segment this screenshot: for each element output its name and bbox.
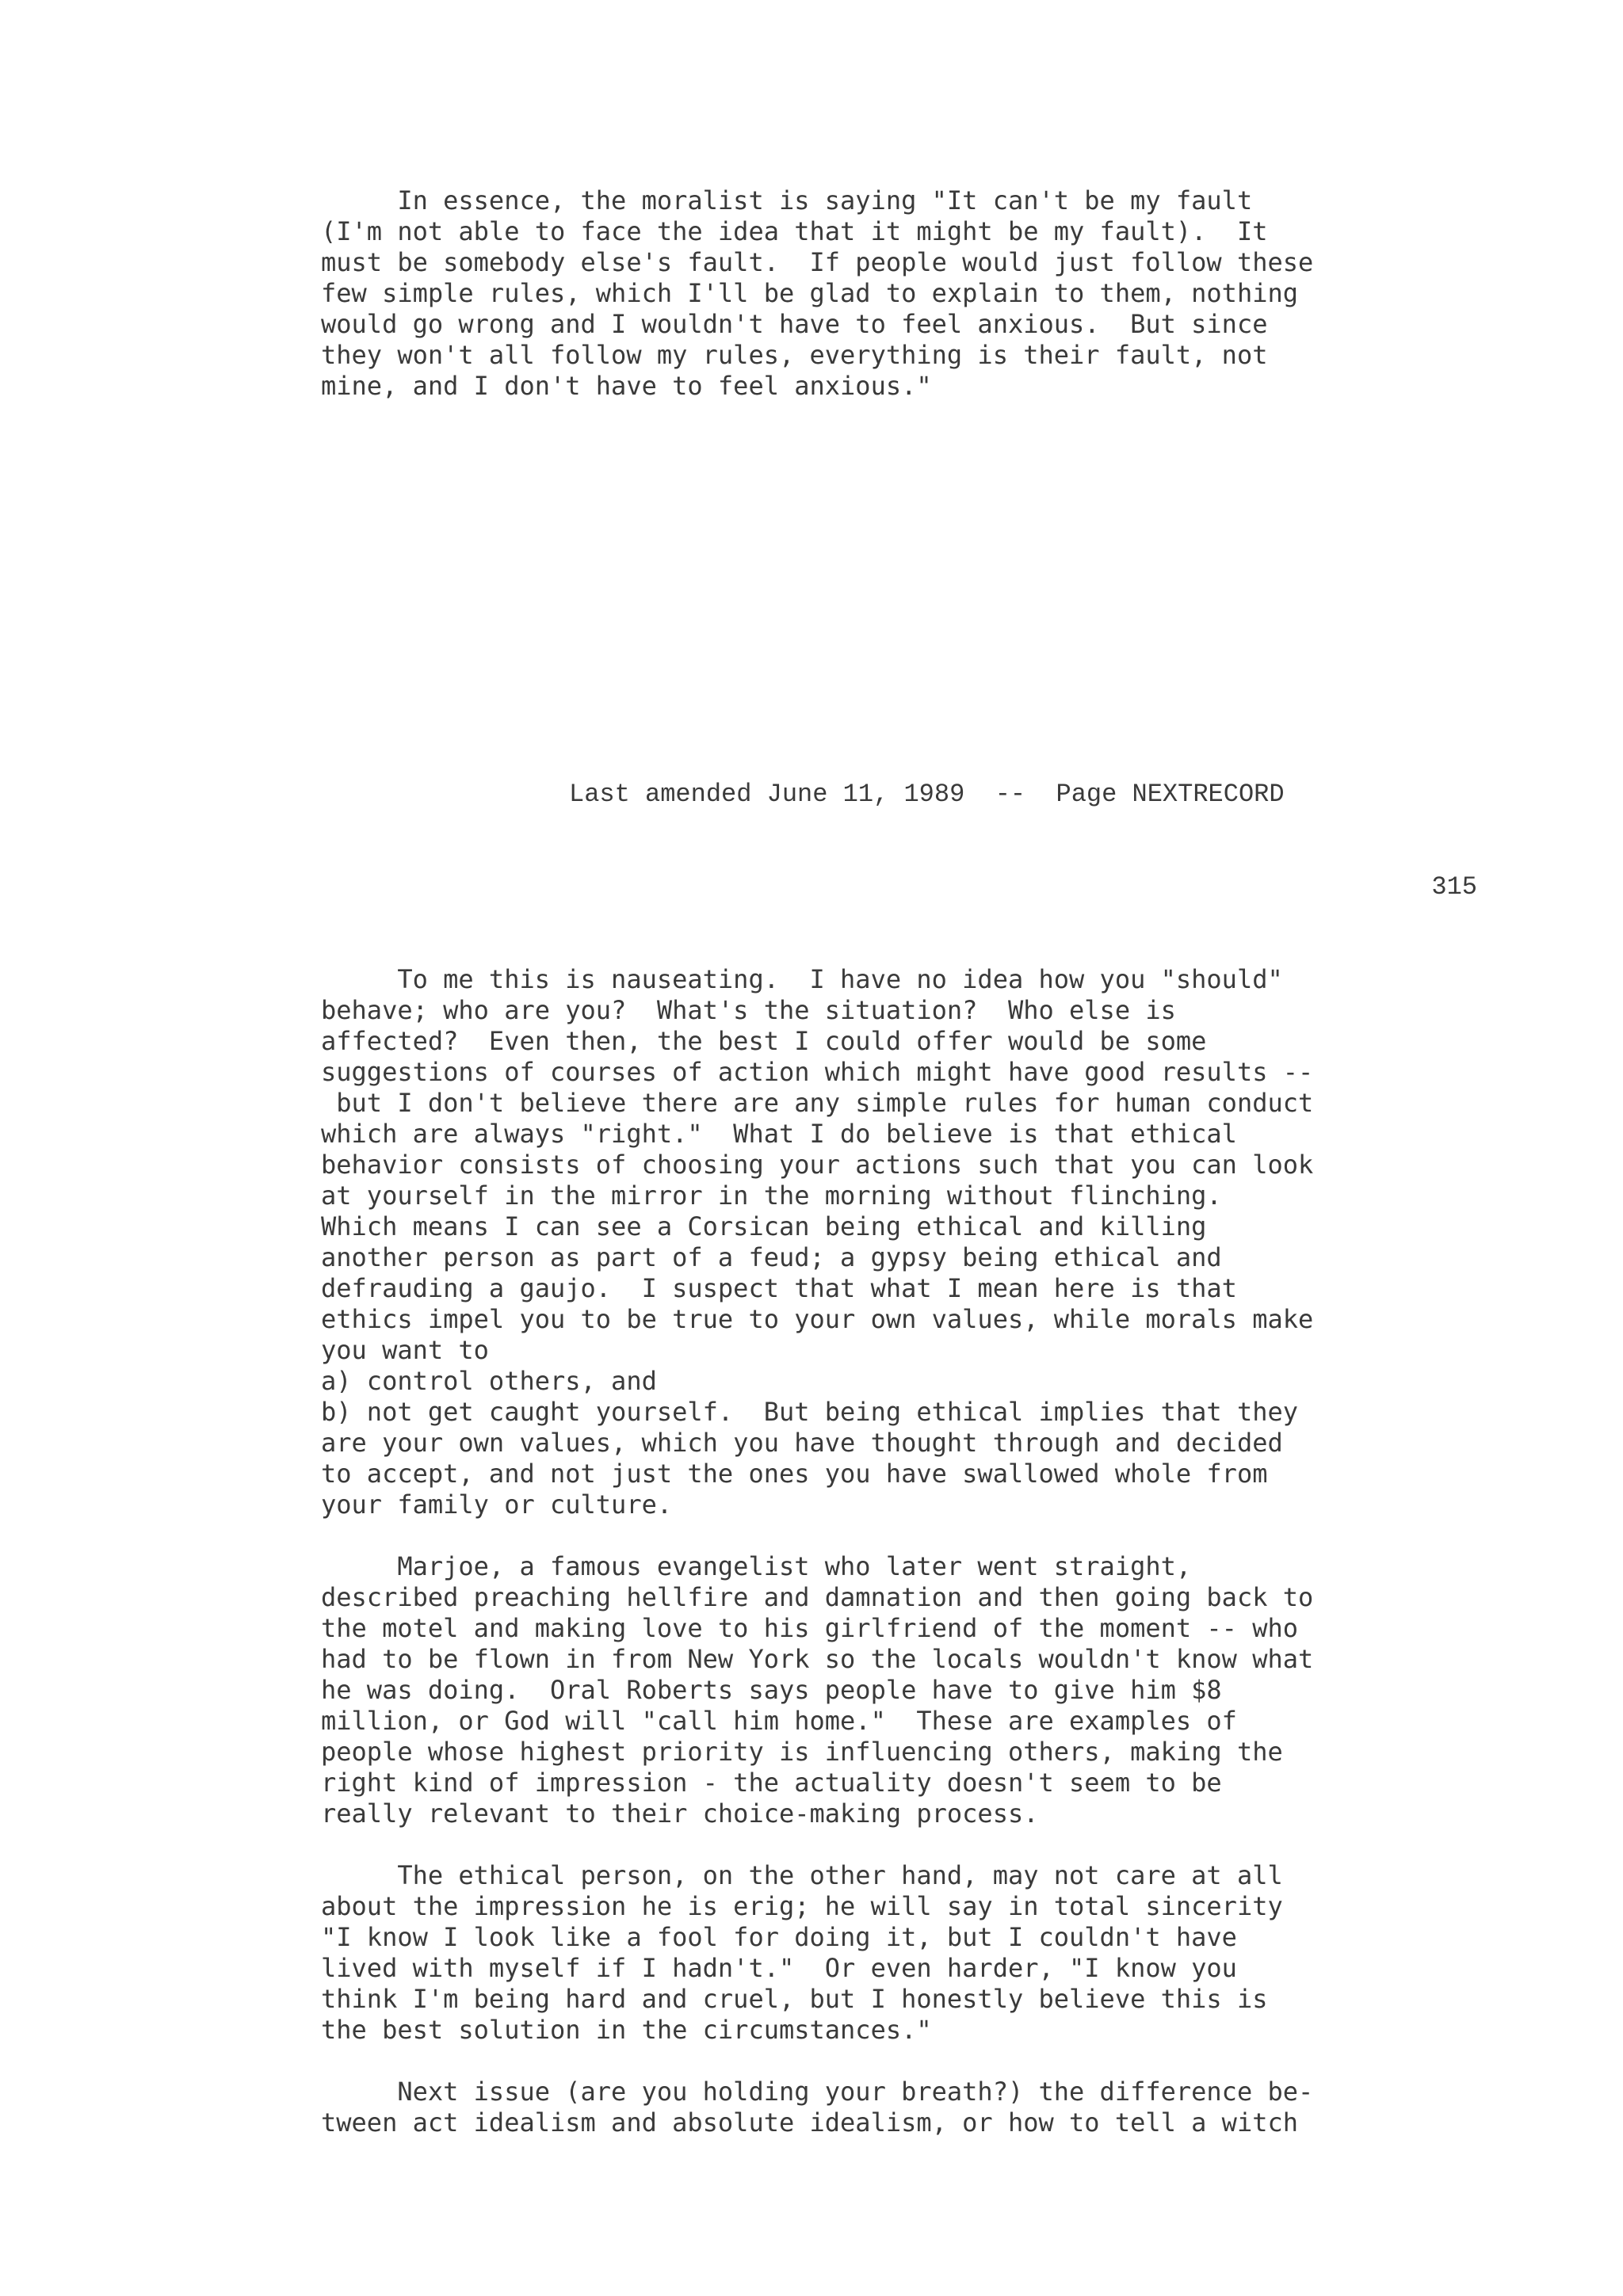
- main-line: the motel and making love to his girlfriend of the moment -- who: [321, 1613, 1298, 1643]
- main-line: at yourself in the mirror in the morning without flinching.: [321, 1180, 1222, 1211]
- main-line: "I know I look like a fool for doing it, but I couldn't have: [321, 1922, 1237, 1952]
- main-line: had to be flown in from New York so the locals wouldn't know what: [321, 1644, 1314, 1674]
- main-line: think I'm being hard and cruel, but I honestly believe this is: [321, 1984, 1268, 2014]
- main-line: lived with myself if I hadn't." Or even harder, "I know you: [321, 1953, 1237, 1983]
- top-line: In essence, the moralist is saying "It can't be my fault: [321, 185, 1253, 215]
- main-line: behave; who are you? What's the situation? Who else is: [321, 995, 1176, 1025]
- top-line: few simple rules, which I'll be glad to explain to them, nothing: [321, 278, 1298, 308]
- top-line: they won't all follow my rules, everything is their fault, not: [321, 340, 1268, 370]
- page-number: 315: [1431, 872, 1477, 902]
- main-line: Next issue (are you holding your breath?) the difference be-: [321, 2077, 1314, 2107]
- top-line: would go wrong and I wouldn't have to feel anxious. But since: [321, 309, 1268, 339]
- main-line: [321, 1829, 1494, 1860]
- main-line: Marjoe, a famous evangelist who later went straight,: [321, 1551, 1192, 1581]
- page-footer: Last amended June 11, 1989 -- Page NEXTRECORD: [569, 780, 1285, 809]
- top-line: must be somebody else's fault. If people would just follow these: [321, 247, 1314, 277]
- main-line: million, or God will "call him home." These are examples of: [321, 1706, 1237, 1736]
- main-line: defrauding a gaujo. I suspect that what I mean here is that: [321, 1273, 1237, 1303]
- main-line: another person as part of a feud; a gypsy being ethical and: [321, 1242, 1222, 1272]
- main-line: suggestions of courses of action which might have good results --: [321, 1057, 1314, 1087]
- main-line: right kind of impression - the actuality doesn't seem to be: [321, 1768, 1222, 1798]
- main-line: described preaching hellfire and damnation and then going back to: [321, 1582, 1314, 1612]
- main-line: ethics impel you to be true to your own values, while morals make: [321, 1304, 1314, 1334]
- main-line: but I don't believe there are any simple rules for human conduct: [321, 1088, 1314, 1118]
- main-line: to accept, and not just the ones you have swallowed whole from: [321, 1459, 1268, 1489]
- top-line: (I'm not able to face the idea that it might be my fault). It: [321, 216, 1268, 246]
- paragraph-moralist-block: [321, 185, 1494, 402]
- main-line: a) control others, and: [321, 1366, 657, 1396]
- main-line: the best solution in the circumstances.": [321, 2015, 932, 2045]
- main-text-block: [321, 964, 1494, 2138]
- main-line: which are always "right." What I do believe is that ethical: [321, 1119, 1237, 1149]
- main-line: people whose highest priority is influencing others, making the: [321, 1737, 1283, 1767]
- main-line: affected? Even then, the best I could offer would be some: [321, 1026, 1207, 1056]
- main-line: [321, 2046, 1494, 2077]
- main-line: b) not get caught yourself. But being ethical implies that they: [321, 1397, 1298, 1427]
- main-line: tween act idealism and absolute idealism, or how to tell a witch: [321, 2107, 1298, 2138]
- main-line: To me this is nauseating. I have no idea how you "should": [321, 964, 1283, 994]
- top-line: mine, and I don't have to feel anxious.": [321, 371, 932, 401]
- main-line: are your own values, which you have thought through and decided: [321, 1428, 1283, 1458]
- main-line: The ethical person, on the other hand, may not care at all: [321, 1860, 1283, 1890]
- main-line: Which means I can see a Corsican being ethical and killing: [321, 1211, 1207, 1241]
- main-line: you want to: [321, 1335, 489, 1365]
- main-line: he was doing. Oral Roberts says people have to give him $8: [321, 1675, 1222, 1705]
- main-line: [321, 1520, 1494, 1551]
- main-line: really relevant to their choice-making process.: [321, 1798, 1039, 1829]
- main-line: behavior consists of choosing your actions such that you can look: [321, 1150, 1314, 1180]
- main-line: about the impression he is erig; he will say in total sincerity: [321, 1891, 1283, 1921]
- main-line: your family or culture.: [321, 1489, 673, 1520]
